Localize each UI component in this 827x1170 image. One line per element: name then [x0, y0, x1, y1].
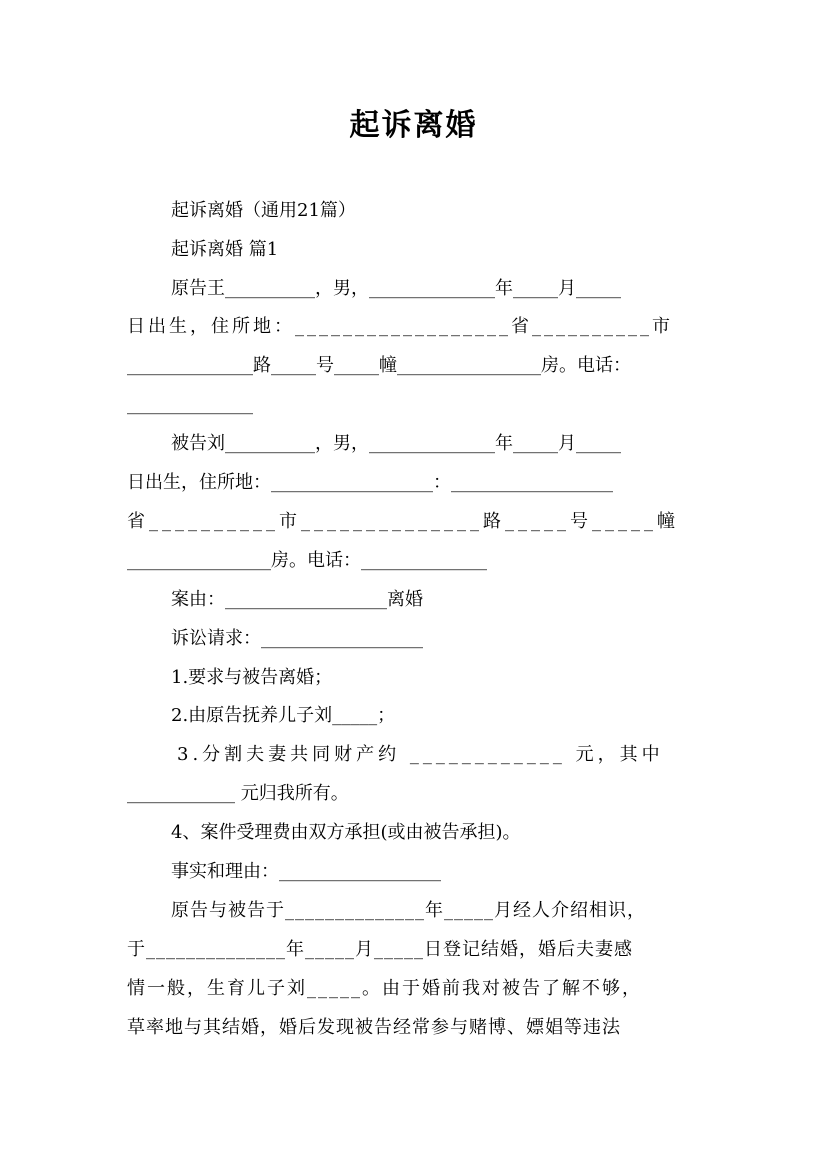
plaintiff-line-3: ______________路_____号_____幢________________房。电话： [127, 355, 631, 376]
section-heading: 起诉离婚 篇1 [171, 239, 279, 260]
subtitle-line: 起诉离婚（通用21篇） [171, 200, 356, 221]
claim-item-3-cont: ____________ 元归我所有。 [127, 783, 349, 804]
facts-heading-line: 事实和理由：__________________ [171, 861, 441, 882]
claim-item-2: 2.由原告抚养儿子刘_____； [171, 705, 396, 726]
facts-paragraph-line-2: 于______________年_____月_____日登记结婚，婚后夫妻感 [127, 939, 633, 960]
claim-item-1: 1.要求与被告离婚； [171, 667, 333, 688]
defendant-line-1: 被告刘__________，男，______________年_____月_____ [171, 433, 621, 454]
facts-paragraph-line-1: 原告与被告于______________年_____月经人介绍相识， [171, 900, 646, 921]
case-cause-line: 案由：__________________离婚 [171, 589, 423, 610]
defendant-line-3: 省__________市______________路_____号_____幢 [127, 511, 679, 532]
facts-paragraph-line-4: 草率地与其结婚，婚后发现被告经常参与赌博、嫖娼等违法 [127, 1017, 621, 1038]
plaintiff-line-2: 日出生，住所地：__________________省__________市 [127, 316, 673, 337]
plaintiff-line-4: ______________ [127, 394, 253, 415]
plaintiff-line-1: 原告王__________，男，______________年_____月_____ [171, 278, 621, 299]
defendant-line-4: ________________房。电话：______________ [127, 550, 487, 571]
document-title: 起诉离婚 [349, 108, 478, 143]
claim-item-3: 3.分割夫妻共同财产约 ____________ 元，其中 [177, 744, 664, 765]
claims-heading-line: 诉讼请求：__________________ [171, 628, 423, 649]
defendant-line-2: 日出生，住所地：__________________：__________________ [127, 472, 613, 493]
claim-item-4: 4、案件受理费由双方承担(或由被告承担)。 [171, 822, 521, 843]
facts-paragraph-line-3: 情一般，生育儿子刘_____。由于婚前我对被告了解不够， [127, 978, 642, 999]
